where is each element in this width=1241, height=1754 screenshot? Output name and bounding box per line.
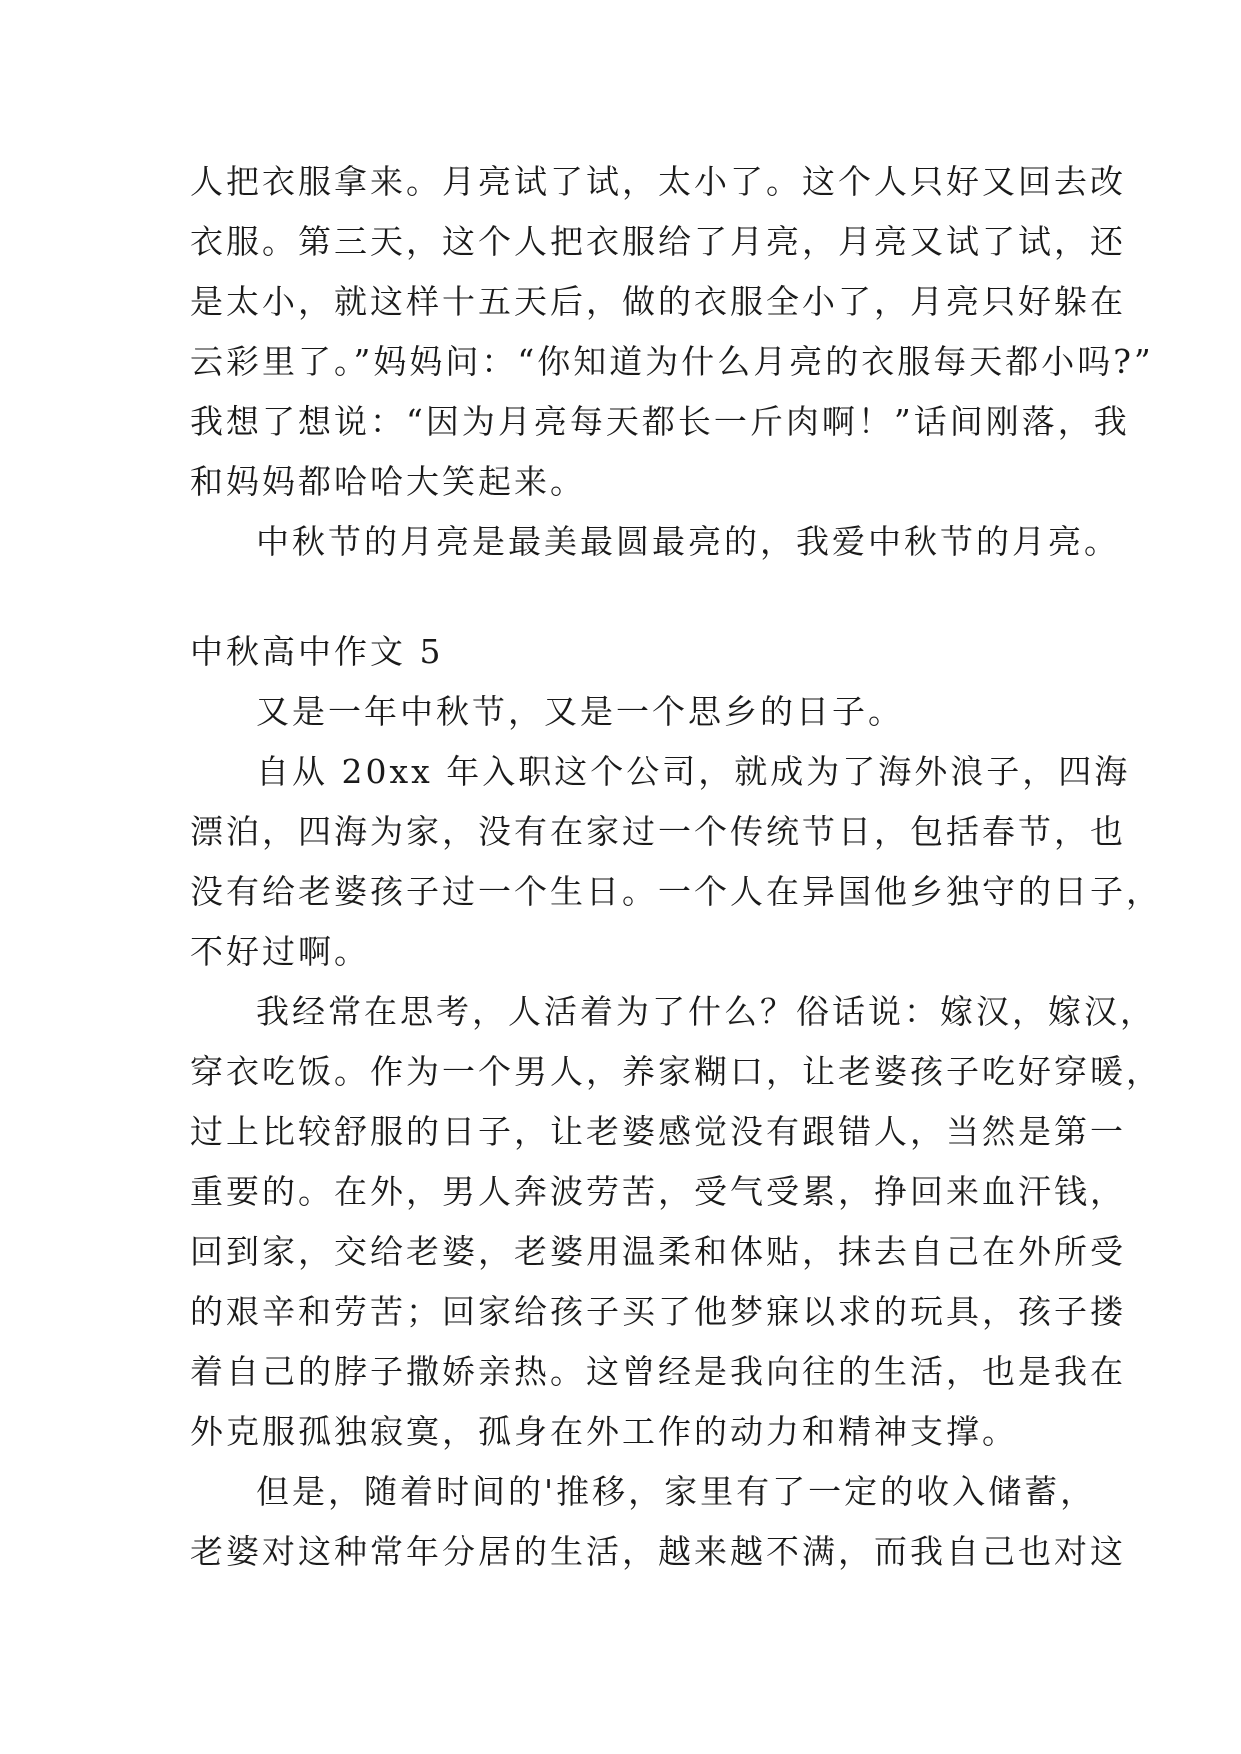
text-line: 是太小，就这样十五天后，做的衣服全小了，月亮只好躲在 (190, 282, 1126, 321)
text-line: 不好过啊。 (190, 932, 370, 971)
section-heading: 中秋高中作文 5 (190, 632, 444, 671)
text-line: 老婆对这种常年分居的生活，越来越不满，而我自己也对这 (190, 1532, 1126, 1571)
text-line: 人把衣服拿来。月亮试了试，太小了。这个人只好又回去改 (190, 162, 1126, 201)
text-line: 又是一年中秋节，又是一个思乡的日子。 (256, 692, 904, 731)
text-line: 回到家，交给老婆，老婆用温柔和体贴，抹去自己在外所受 (190, 1232, 1126, 1271)
text-line: 自从 20xx 年入职这个公司，就成为了海外浪子，四海 (256, 752, 1131, 791)
text-line: 漂泊，四海为家，没有在家过一个传统节日，包括春节，也 (190, 812, 1126, 851)
text-line: 我想了想说：“因为月亮每天都长一斤肉啊！”话间刚落，我 (190, 402, 1130, 441)
text-line: 没有给老婆孩子过一个生日。一个人在异国他乡独守的日子， (190, 872, 1162, 911)
text-line: 过上比较舒服的日子，让老婆感觉没有跟错人，当然是第一 (190, 1112, 1126, 1151)
text-line: 重要的。在外，男人奔波劳苦，受气受累，挣回来血汗钱， (190, 1172, 1126, 1211)
text-line: 着自己的脖子撒娇亲热。这曾经是我向往的生活，也是我在 (190, 1352, 1126, 1391)
text-line: 云彩里了。”妈妈问：“你知道为什么月亮的衣服每天都小吗?” (190, 342, 1154, 381)
text-line: 穿衣吃饭。作为一个男人，养家糊口，让老婆孩子吃好穿暖， (190, 1052, 1162, 1091)
text-line: 和妈妈都哈哈大笑起来。 (190, 462, 586, 501)
text-line: 的艰辛和劳苦；回家给孩子买了他梦寐以求的玩具，孩子搂 (190, 1292, 1126, 1331)
text-line: 衣服。第三天，这个人把衣服给了月亮，月亮又试了试，还 (190, 222, 1126, 261)
text-line: 但是，随着时间的'推移，家里有了一定的收入储蓄， (256, 1472, 1097, 1511)
closing-line: 中秋节的月亮是最美最圆最亮的，我爱中秋节的月亮。 (256, 522, 1120, 561)
text-line: 外克服孤独寂寞，孤身在外工作的动力和精神支撑。 (190, 1412, 1018, 1451)
text-line: 我经常在思考，人活着为了什么？俗话说：嫁汉，嫁汉， (256, 992, 1156, 1031)
